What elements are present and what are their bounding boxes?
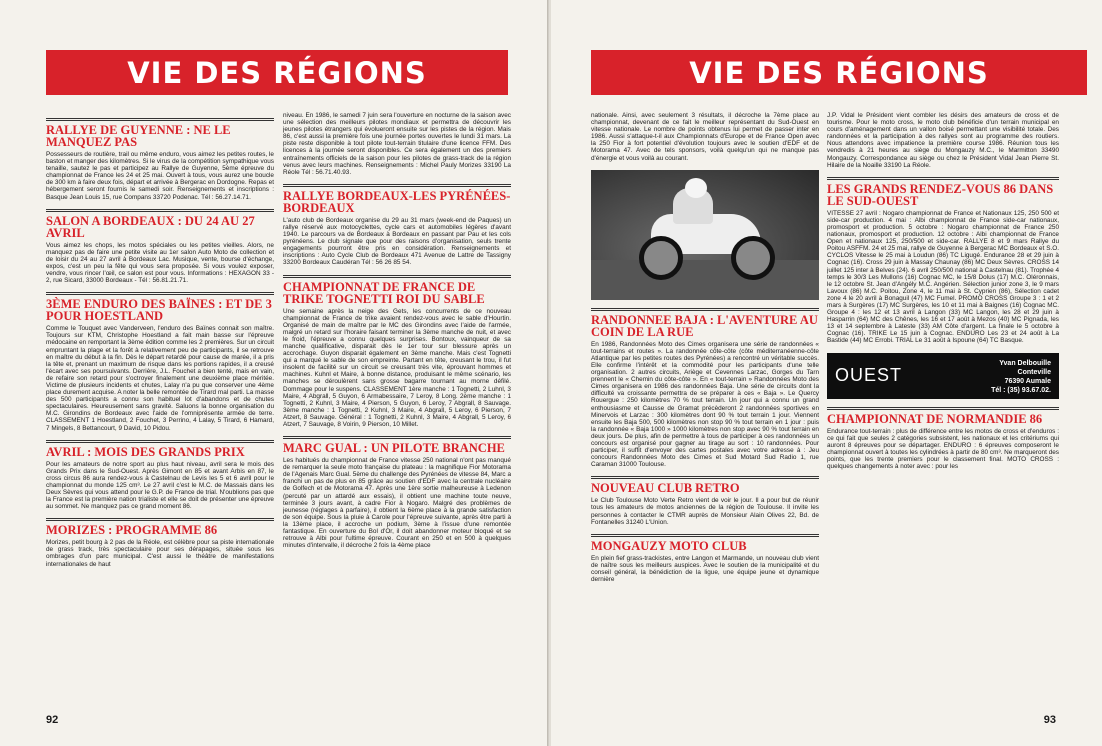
divider xyxy=(283,275,511,278)
article xyxy=(46,440,274,511)
article-body: nationale. Ainsi, avec seulement 3 résultats, il décroche la 7ème place au championnat, devenant de ce fait le meilleur représentant du Sud-Ouest en vitesse nationale. Le nombre de points obtenus lui permet de passer inter en 1986. Aussi s'attaque-t-il aux Championnats d'Europe et de France Open avec la 250 Fior à fort potentiel d'évolution toujours avec le soutien d'EDF et de Motorama 47. Avec de tels sponsors, voilà quelqu'un qui ne manque pas d'énergie et vous voilà au courant. xyxy=(591,112,819,162)
article-body: Pour les amateurs de notre sport au plus haut niveau, avril sera le mois des Grands Prix dans le Sud-Ouest. Après Gimont en 85 et avant Arbis en 87, le cross circus 86 aura rendez-vous à Castelnau de Levis les 5 et 6 avril pour le championnat du monde 125 cm³. Le 27 avril c'est le M.C. de Massais dans les Deux Sèvres qui vous attend pour le G.P. de France de trial. N'oublions pas que la France est la première nation trialiste et elle se doit de présenter une épreuve au sommet. Ne manquez pas ce grand moment 86. xyxy=(46,460,274,511)
article-body: Vous aimez les chops, les motos spéciales ou les petites vieilles. Alors, ne manquez pas de faire une petite visite au 1er salon Auto Moto de collection et de loisir du 24 au 27 avril à Bordeaux Lac. Musique, vente, bourse d'échange, expos, c'est un peu la fête qui vous sera proposée. Si vous voulez exposer, vendre, vous rincer l'œil, ce salon est pour vous. Informations : HEXAGON 33 - 2, rue Sicard, 33000 Bordeaux - Tél : 56.81.21.71. xyxy=(46,241,274,285)
article-title: MARC GUAL : UN PILOTE BRANCHE xyxy=(283,441,505,456)
divider xyxy=(46,440,274,443)
motorcycle-racer-photo xyxy=(591,170,819,300)
article-title: MONGAUZY MOTO CLUB xyxy=(591,538,747,553)
divider xyxy=(46,292,274,295)
ad-contact xyxy=(991,359,1051,395)
article-body: J.P. Vidal le Président vient combler les désirs des amateurs de cross et de tourisme. Pour le moto cross, le moto club bénéficie d'un terrain municipal en cours d'aménagement dans un vallon boisé permettant une visibilité totale. Des randonnées et la participation à des rallyes sont au programme des routiers. Nous attendons avec impatience la première course 1986. Réunion tous les vendredis à 21 heures au siège du Mongauzy M.C., le Marmitton 33490 Mongauzy. Correspondance au siège ou chez le Président Vidal Jean Pierre St. Hilaire de la Noaille 33190 La Réole. xyxy=(827,112,1059,169)
front-wheel-shape xyxy=(639,236,683,280)
divider xyxy=(46,518,274,521)
article-title: RANDONNEE BAJA : L'AVENTURE AU COIN DE LA RUE xyxy=(591,312,818,339)
article xyxy=(46,292,274,431)
article-body: Possesseurs de routière, trail ou même enduro, vous aimez les petites routes, le baston et manger des kilomètres. Si le virus de la compétition sympathique vous tenaille, sautez le pas et participez au Rallye de Guyenne, 5ème épreuve du championnat de France les 24 et 25 mai. Ouvert à tous, vous aurez une boucle de 300 km à faire deux fois, départ et arrivée à Bergerac en Dordogne. Repas et hébergement seront fournis le samedi soir. Renseignements et inscriptions : Basque Jean Louis 15, rue Compans 33720 Podenac. Tél : 56.27.14.71. xyxy=(46,151,274,201)
article xyxy=(827,177,1059,345)
article-body: Comme le Touquet avec Vanderveen, l'enduro des Baïnes connait son maître. Toujours sur KTM, Christophe Hoestland a fait main basse sur l'épreuve médocaine en remportant la 3ème édition comme les 2 premières. Sur un circuit empruntant la plage et la forêt à relativement peu de participants, il se retrouve en maître du début à la fin. Dès le départ retardé pour cause de marée, il a pris la tête et, prenant un maximum de risque dans les portions rapides, il a creusé l'écart avec ses poursuivants. Derrière, J.L. Fouchet a bien tenté, mais en vain, de refaire son retard pour s'octroyer finalement une deuxième place méritée. Victime de plusieurs incidents et chutes, Lalay n'a pu que conserver une 4ème place durement acquise. A noter la belle remontée de Tirard mal parti. La masse des 500 participants a connu son habituel lot d'abandons et de chutes spectaculaires. Heureusement sans gravité. Saluons la bonne organisation du M.C. Girondins de Bordeaux avec l'aide de l'omniprésente armée de terre. CLASSEMENT 1 Hoestland, 2 Fouchet, 3 Perrino, 4 Lalay, 5 Tirard, 6 Hamard, 7 Mingels, 8 Bettancourt, 9 David, 10 Pidou. xyxy=(46,325,274,432)
article-title: LES GRANDS RENDEZ-VOUS 86 DANS LE SUD-OUEST xyxy=(827,181,1054,208)
divider xyxy=(591,534,819,537)
article-title: RALLYE BORDEAUX-LES PYRÉNÉES-BORDEAUX xyxy=(283,188,511,215)
article xyxy=(46,118,274,201)
article-title: NOUVEAU CLUB RETRO xyxy=(591,481,740,496)
divider xyxy=(46,118,274,121)
ad-place: Conteville xyxy=(1017,368,1051,376)
divider xyxy=(827,177,1059,180)
article xyxy=(591,308,819,469)
right-page xyxy=(551,0,1102,746)
page-number: 93 xyxy=(1043,714,1056,726)
article-body: En 1986, Randonnées Moto des Cimes organisera une série de randonnées « tout-terrains et routes ». La randonnée côte-côte (côte méditerranéenne-côte Atlantique par les petites routes des Pyrénées) a rencontré un véritable succès. Elle confirme l'intérêt et la commodité pour les participants d'une telle organisation. 2 autres circuits, Ariège et Cevennes Larzac, Gorges du Tarn prennent le « Chemin du côte-côte ». En « tout-terrain » Randonnées Moto des Cimes organisera en 1986 des randonnées Baja. Une série de circuits dont la difficulté va croissante permettra de se préparer à ces « Baja ». Le Quercy Rouergue : 250 kilomètres 70 % tout terrain. Un jour qui a connu un grand enthousiasme et Causse de Gramat précèderont 2 randonnées sportives en Minervois et Larzac : 300 kilomètres dont 90 % tout terrain 1 jour. Viennent ensuite les Baja 500, 500 kilomètres non stop 90 % tout terrain en 1 jour : puis la randonnée « Baja 1000 » 1000 kilomètres non stop avec 90 % tout terrain en deux jours. De plus, afin de permettre à tous de participer à ces randonnées un concours est organisé pour gagner au tirage au sort : 10 randonnées. Pour participer, il suffit d'envoyer des cartes postales avec votre adresse à : Jeu concours Randonnées Moto des Cimes et Sud Motard Sud Radio 1, rue Caraman 31000 Toulouse. xyxy=(591,340,819,469)
left-page xyxy=(0,0,549,746)
ad-name: Yvan Delbouille xyxy=(999,359,1051,367)
divider xyxy=(283,436,511,439)
article-title: SALON A BORDEAUX : DU 24 AU 27 AVRIL xyxy=(46,213,255,240)
article-body: niveau. En 1986, le samedi 7 juin sera l'ouverture en nocturne de la saison avec une sélection des meilleurs pilotes mondiaux et permettra de découvrir les jeunes pilotes étrangers qui évolueront ensuite sur les pistes de la région. Mais 86, c'est aussi la première fois une journée portes ouvertes le lundi 31 mars. La piste reste disponible à tout pilote tout-terrain titulaire d'une licence FFM. Des licences à la journée seront disponibles. Ce sera également un des premiers entraînements officiels de la saison pour les pilotes de grass-track de la région venus avec leurs machines. Renseignements : Michel Pauly Morizes 33190 La Réole Tél : 56.71.40.93. xyxy=(283,112,511,176)
section-banner: VIE DES RÉGIONS xyxy=(46,50,508,95)
article-title: RALLYE DE GUYENNE : NE LE MANQUEZ PAS xyxy=(46,123,231,149)
article-title: 3ÈME ENDURO DES BAÏNES : ET DE 3 POUR HOESTLAND xyxy=(46,297,272,324)
article-body: Les habitués du championnat de France vitesse 250 national n'ont pas manqué de remarquer la seule moto française du plateau : la magnifique Fior Motorama de l'Agenais Marc Gual. 5ème du challenge des Pyrénées de vitesse 84, Marc a franchi un pas de plus en 85 grâce au soutien d'EDF avec la centrale nucléaire de Golfech et de Motorama 47. Après une 1ère sortie malheureuse à Ledenon (percuté par un attardé aux essais), il obtient une machine toute neuve, terminée 3 jours avant, à cadre Fior à Nogaro. Malgré des problèmes de jeunesse (réglages à parfaire), il obtient la 6ème place à la grande satisfaction de son équipe. Sous la pluie à Carole pour l'épreuve suivante, après être parti à la 13ème place, il accroche un podium, 3ème à l'issue d'une remontée fantastique. En ouverture du Bol d'Or, il doit abandonner moteur bloqué et se retrouve à Albi pour l'ultime épreuve. Courant en 250 et en 500 à quelques minutes d'intervalle, il décroche 2 fois la 4ème place xyxy=(283,457,511,550)
article-body: Le Club Toulouse Moto Verte Retro vient de voir le jour. Il a pour but de réunir tous les amateurs de motos anciennes de la région de Toulouse. Il invite les personnes à contacter le CTMR auprès de Monsieur Alain Olives 22, Bd. de Fontanelles 31240 L'Union. xyxy=(591,497,819,526)
ad-brand: OUEST xyxy=(835,364,903,385)
divider xyxy=(591,308,819,311)
divider xyxy=(591,476,819,479)
divider xyxy=(283,184,511,187)
track-surface xyxy=(591,260,819,300)
left-column-2 xyxy=(283,112,511,708)
article xyxy=(591,534,819,583)
article xyxy=(283,436,511,549)
article xyxy=(591,112,819,162)
ad-phone: Tél : (35) 93.67.02. xyxy=(991,386,1051,394)
article xyxy=(591,476,819,525)
article-title: MORIZES : PROGRAMME 86 xyxy=(46,523,218,538)
article-title: AVRIL : MOIS DES GRANDS PRIX xyxy=(46,444,245,459)
helmet-shape xyxy=(685,178,707,198)
article xyxy=(283,275,511,429)
left-column-1 xyxy=(46,118,274,708)
article-title: CHAMPIONNAT DE NORMANDIE 86 xyxy=(827,411,1043,426)
ad-postcode: 76390 Aumale xyxy=(1004,377,1051,385)
right-column-2 xyxy=(827,112,1059,708)
article-body: Une semaine après la neige des Gets, les concurrents de ce nouveau championnat de France de trike avaient rendez-vous avec le sable d'Hourtin. Organisé de main de maître par le MC des Girondins avec l'aide de l'armée, malgré un retard sur l'horaire faisant terminer la 3ème manche de nuit, et avec le froid, l'épreuve a connu quelques surprises. Bontoux, vainqueur de sa manche qualificative, disparait dès le 1er tour sur blessure après un accrochage. Guyon disparait également en 3ème manche. Mais c'est Tognetti qui a marqué le sable de son empreinte. Partant en tête, creusant le trou, il fut insolent de facilité sur un circuit se creusant très vite, éprouvant hommes et machines. Kuhnl et Maire, à bonne distance, produisant le même scénario, les manches se déroulèrent sans grosse bagarre tournant au morne défilé. Dommage pour le suspens. CLASSEMENT 1ère manche : 1 Tognetti, 2 Luhnl, 3 Maire, 4 Abgrall, 5 Guyon, 6 Armabessaire, 7 Leroy, 8 Long. 2ème manche : 1 Tognetti, 2 Kuhnl, 3 Maire, 4 Pierson, 5 Guyon, 6 Leroy, 7 Abgrall, 8 Sauvage. 3ème manche : 1 Tognetti, 2 Kuhnl, 3 Maire, 4 Abgrall, 5 Leroy, 6 Pierson, 7 Atzert, 8 Sauvage. Général : 1 Tognetti, 2 Kuhnl, 3 Maire, 4 Abgrall, 5 Leroy, 6 Atzert, 7 Sauvage, 8 Voirin, 9 Pierson, 10 Millet. xyxy=(283,307,511,428)
divider xyxy=(827,407,1059,410)
section-banner: VIE DES RÉGIONS xyxy=(591,50,1087,95)
divider xyxy=(46,209,274,212)
article xyxy=(827,407,1059,471)
article xyxy=(283,112,511,176)
article xyxy=(283,184,511,267)
right-column-1 xyxy=(591,112,819,708)
rear-wheel-shape xyxy=(731,236,775,280)
article-body: L'auto club de Bordeaux organise du 29 au 31 mars (week-end de Paques) un rallye réservé aux motocyclettes, cycle cars et automobiles légères d'avant 1940. Le parcours va de Bordeaux à Bordeaux en passant par Pau et les cols pyrénéens. Le club signale que pour des raisons d'organisation, seuls trente engagements pourront être pris en considération. Renseignements et inscriptions : Auto Cycle Club de Bordeaux 471 Avenue de Lattre de Tassigny 33200 Bordeaux Caudéran Tél : 56 26 85 54. xyxy=(283,216,511,267)
article-body: En plein fief grass-trackistes, entre Langon et Marmande, un nouveau club vient de naître sous les meilleurs auspices. Avec le soutien de la municipalité et du conseil général, la bénédiction de la ligue, une équipe jeune et dynamique dernière xyxy=(591,554,819,583)
article-body: Endurance tout-terrain : plus de différence entre les motos de cross et d'enduros : ce qui fait que seules 2 catégories subsistent, les nationaux et les critériums qui auront 8 épreuves pour se départager. ENDURO : 6 épreuves composeront le championnat ouvert à toutes les cylindrées à partir de 80 cm³. Ne marqueront des points, que les trente premiers pour le classement final. MOTO CROSS : quelques changements à noter avec : pour les xyxy=(827,427,1059,470)
article-title: CHAMPIONNAT DE FRANCE DE TRIKE TOGNETTI ROI DU SABLE xyxy=(283,279,485,306)
advertisement xyxy=(827,353,1059,399)
article-body: Morizes, petit bourg à 2 pas de la Réole, est célèbre pour sa piste internationale de grass track, très spectaculaire pour ses dérapages, située sous les ombrages d'un parc municipal. C'est aussi le théâtre de manifestations internationales de haut xyxy=(46,539,274,568)
article-body: VITESSE 27 avril : Nogaro championnat de France et Nationaux 125, 250 500 et side-car production. 4 mai : Albi championnat de France side-car nationaux, promosport et production. 5 octobre : Nogaro championnat de France 250 nationaux, promosport et production. 12 octobre : Albi championnat de France Open et nationaux 125, 250/500 et side-car. RALLYE 8 et 9 mars Rallye du Poitou ASFFM. 24 et 25 mai, rallye de Guyenne à Bergerac MC Bordeaux et S.O. CYCLOS Vitesse le 25 mai à Loudun (86) TC Ligugé. Endurance 28 et 29 juin à Cognac (16). Cross 29 juin à Massay Chaunay (86) MC Deux Sèvres. CROSS 14 juillet 125 inter à Belves (24). 6 avril 250/500 national à Castelnau (81). Trophée 4 temps le 30/3 Les Mullons (16) Cognac MC, le 15/8 Dolus (17) M.C. Oléronnais, le 12 octobre St. Jean d'Angély M.C. Angérien. Sélection junior zone 3, le 9 mars Lavoux (86) M.C. Poitou, Zone 4, le 11 mai à St. Cyprien (86), Sélection cadet zone 4 le 20 avril à Bonaguil (47) MC Fumel. PROMO CROSS Groupe 3 : 1 et 2 mars à Surgères (17) MC Surgères, les 10 et 11 mai à Baignes (16) Cognac MC. Groupe 4 : les 12 et 13 avril à Langon (33) MC Langon, les 28 et 29 juin à Hasparrin (64) MC des Chênes, les 16 et 17 août à Mezos (40) MC Pignada, les 13 et 14 septembre à Lateste (33) AM Côte d'argent. La finale le 5 octobre à Cognac (16). TRIKE Le 15 juin à Cognac. ENDURO Les 23 et 24 août à La Bastide (44) MC Errobi. TRIAL Le 31 août à Ispoune (64) TC Basque. xyxy=(827,209,1059,345)
article xyxy=(46,209,274,285)
article xyxy=(46,518,274,567)
page-number: 92 xyxy=(46,714,59,726)
article xyxy=(827,112,1059,169)
